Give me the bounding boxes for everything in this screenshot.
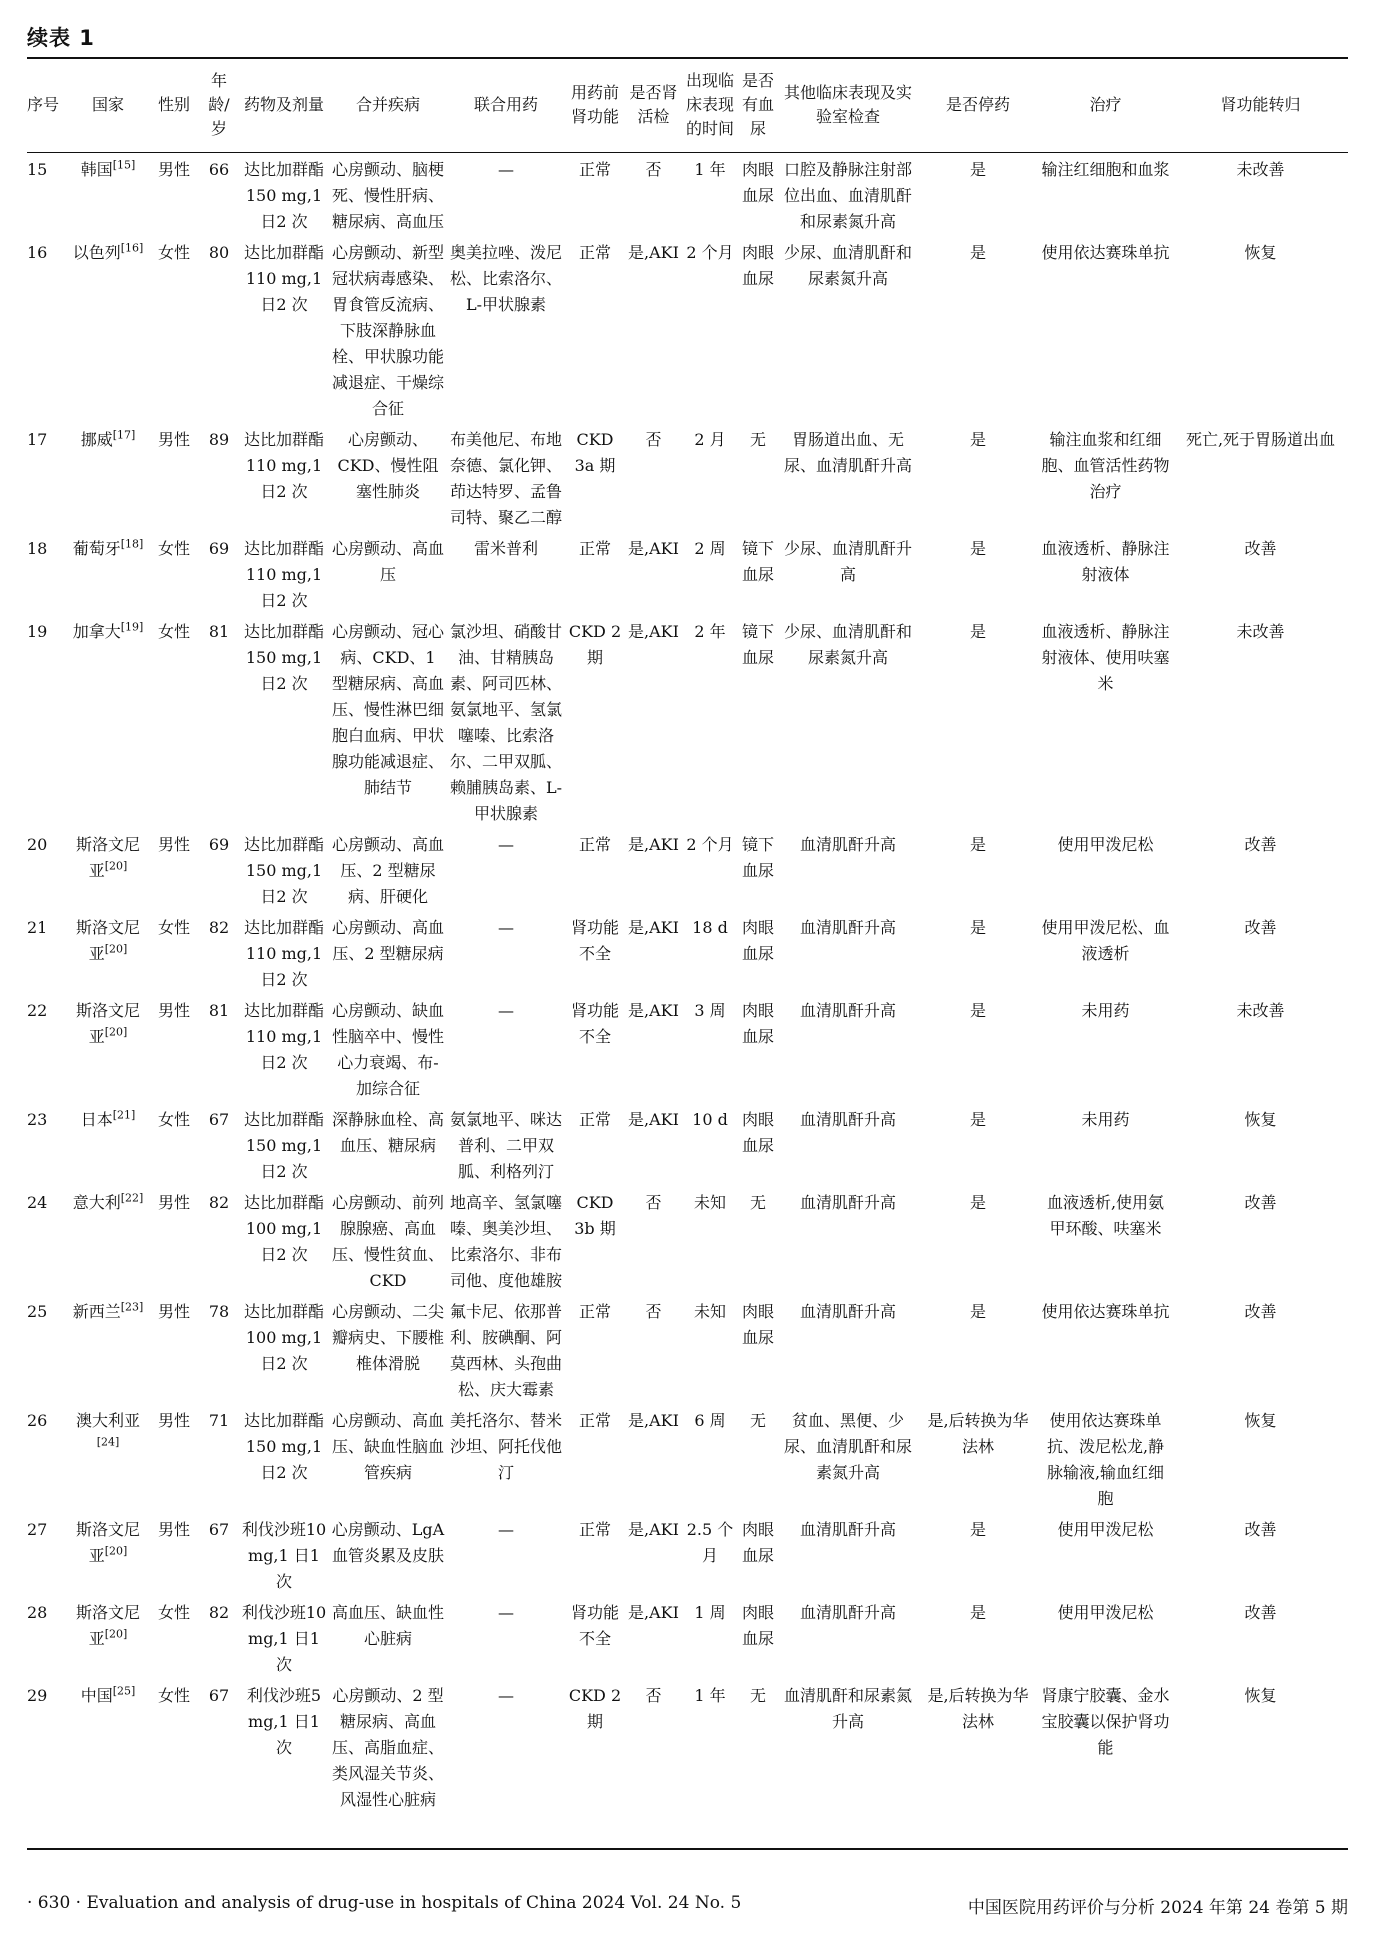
table-row <box>27 531 1348 614</box>
reference-citation: [22] <box>120 1191 144 1205</box>
cell-onset-time: 2 周 <box>694 539 726 558</box>
header-cell: 肾功能转归 <box>1220 95 1301 114</box>
cell-hematuria: 无 <box>749 1411 766 1430</box>
cell-comorbidity: 心房颤动、脑梗死、慢性肝病、糖尿病、高血压 <box>331 160 444 231</box>
cell-drug: 达比加群酯110 mg,1 日2 次 <box>243 243 324 314</box>
cell-combined-drugs: 地高辛、氢氯噻嗪、奥美沙坦、比索洛尔、非布司他、度他雄胺 <box>449 1193 562 1290</box>
cell-biopsy: 否 <box>645 430 662 449</box>
cell-renal-baseline: 正常 <box>578 1110 611 1129</box>
cell-drug: 达比加群酯150 mg,1 日2 次 <box>243 835 324 906</box>
cell-age: 81 <box>208 1001 230 1020</box>
cell-drug: 利伐沙班5 mg,1 日1 次 <box>246 1686 322 1757</box>
cell-combined-drugs: 奥美拉唑、泼尼松、比索洛尔、L-甲状腺素 <box>449 243 562 314</box>
cell-discontinued: 是 <box>969 243 986 262</box>
cell-seq: 24 <box>27 1193 48 1212</box>
cell-biopsy: 是,AKI <box>628 1603 679 1622</box>
cell-hematuria: 无 <box>749 430 766 449</box>
cell-onset-time: 10 d <box>692 1110 728 1129</box>
cell-renal-baseline: CKD 3b 期 <box>574 1193 616 1238</box>
cell-comorbidity: 心房颤动、二尖瓣病史、下腰椎椎体滑脱 <box>331 1302 444 1373</box>
cell-drug: 利伐沙班10 mg,1 日1 次 <box>241 1603 327 1674</box>
reference-citation: [18] <box>120 537 144 551</box>
cell-biopsy: 是,AKI <box>628 1411 679 1430</box>
cell-biopsy: 是,AKI <box>628 243 679 262</box>
cell-seq: 19 <box>27 622 48 641</box>
cell-hematuria: 肉眼血尿 <box>741 1001 774 1046</box>
cell-combined-drugs: — <box>498 160 514 179</box>
cell-onset-time: 未知 <box>693 1302 726 1321</box>
cell-discontinued: 是,后转换为华法林 <box>927 1411 1029 1456</box>
cell-combined-drugs: — <box>498 1001 514 1020</box>
cell-treatment: 使用依达赛珠单抗、泼尼松龙,静脉输液,输血红细胞 <box>1046 1411 1165 1508</box>
cell-drug: 达比加群酯150 mg,1 日2 次 <box>243 622 324 693</box>
cell-treatment: 输注血浆和红细胞、血管活性药物治疗 <box>1041 430 1170 501</box>
cell-renal-baseline: 正常 <box>578 539 611 558</box>
cell-discontinued: 是 <box>969 622 986 641</box>
cell-country <box>67 152 149 235</box>
cell-comorbidity: 深静脉血栓、高血压、糖尿病 <box>331 1110 444 1155</box>
table-row <box>27 235 1348 422</box>
cell-seq: 15 <box>27 160 48 179</box>
cell-comorbidity: 高血压、缺血性心脏病 <box>331 1603 444 1648</box>
country-name: 澳大利亚 <box>75 1411 140 1430</box>
cell-onset-time: 2 年 <box>694 622 726 641</box>
cell-onset-time: 1 年 <box>694 160 726 179</box>
cell-onset-time: 2 月 <box>694 430 726 449</box>
cell-sex: 男性 <box>157 835 190 854</box>
cell-biopsy: 是,AKI <box>628 835 679 854</box>
cell-treatment: 输注红细胞和血浆 <box>1041 160 1170 179</box>
country-name: 以色列 <box>72 243 121 262</box>
cell-hematuria: 肉眼血尿 <box>741 1110 774 1155</box>
country-name: 意大利 <box>72 1193 121 1212</box>
cell-age: 69 <box>208 539 230 558</box>
cell-renal-outcome: 未改善 <box>1236 160 1285 179</box>
cell-onset-time: 2 个月 <box>686 835 734 854</box>
cell-other-findings: 少尿、血清肌酐升高 <box>783 539 912 584</box>
cell-combined-drugs: 雷米普利 <box>473 539 538 558</box>
table-bottom-rule <box>27 1848 1348 1850</box>
country-name: 斯洛文尼亚 <box>75 1603 140 1648</box>
cell-comorbidity: 心房颤动、高血压 <box>331 539 444 584</box>
cell-drug: 达比加群酯150 mg,1 日2 次 <box>243 1411 324 1482</box>
cell-renal-outcome: 恢复 <box>1244 243 1277 262</box>
reference-citation: [20] <box>104 942 128 956</box>
header-cell: 出现临床表现的时间 <box>685 71 734 138</box>
cell-sex: 女性 <box>157 1110 190 1129</box>
cell-drug: 利伐沙班10 mg,1 日1 次 <box>241 1520 327 1591</box>
cell-treatment: 使用甲泼尼松 <box>1057 835 1154 854</box>
cell-renal-baseline: 肾功能不全 <box>570 1603 619 1648</box>
cell-age: 67 <box>208 1520 230 1539</box>
cell-discontinued: 是,后转换为华法林 <box>927 1686 1029 1731</box>
cell-combined-drugs: 氟卡尼、依那普利、胺碘酮、阿莫西林、头孢曲松、庆大霉素 <box>449 1302 562 1399</box>
reference-citation: [16] <box>120 241 144 255</box>
cell-other-findings: 胃肠道出血、无尿、血清肌酐升高 <box>783 430 912 475</box>
cell-renal-baseline: 正常 <box>578 1411 611 1430</box>
footer-journal-en: · 630 · Evaluation and analysis of drug-use in hospitals of China 2024 Vol. 24 No. 5 <box>27 1893 742 1913</box>
cell-renal-baseline: 肾功能不全 <box>570 918 619 963</box>
cell-country <box>67 1185 149 1294</box>
cell-combined-drugs: 美托洛尔、替米沙坦、阿托伐他汀 <box>449 1411 562 1482</box>
reference-citation: [21] <box>112 1108 136 1122</box>
cell-seq: 27 <box>27 1520 48 1539</box>
cell-other-findings: 血清肌酐升高 <box>799 1193 896 1212</box>
cell-treatment: 使用甲泼尼松 <box>1057 1520 1154 1539</box>
cell-country <box>67 1512 149 1595</box>
table-row <box>27 1294 1348 1403</box>
cell-age: 69 <box>208 835 230 854</box>
cell-comorbidity: 心房颤动、冠心病、CKD、1 型糖尿病、高血压、慢性淋巴细胞白血病、甲状腺功能减退症、肺结节 <box>331 622 444 797</box>
cell-renal-outcome: 改善 <box>1244 835 1277 854</box>
cell-onset-time: 2.5 个月 <box>686 1520 734 1565</box>
cell-age: 67 <box>208 1110 230 1129</box>
cell-treatment: 未用药 <box>1081 1110 1130 1129</box>
cell-seq: 22 <box>27 1001 48 1020</box>
table-row <box>27 1595 1348 1678</box>
cell-age: 81 <box>208 622 230 641</box>
cell-treatment: 使用甲泼尼松、血液透析 <box>1041 918 1170 963</box>
country-name: 斯洛文尼亚 <box>75 835 140 880</box>
cell-renal-baseline: 正常 <box>578 1520 611 1539</box>
cell-other-findings: 血清肌酐升高 <box>799 918 896 937</box>
table-row <box>27 827 1348 910</box>
cell-drug: 达比加群酯110 mg,1 日2 次 <box>243 430 324 501</box>
cell-age: 71 <box>208 1411 230 1430</box>
header-cell: 是否停药 <box>945 95 1010 114</box>
cell-treatment: 血液透析、静脉注射液体、使用呋塞米 <box>1041 622 1170 693</box>
cell-other-findings: 口腔及静脉注射部位出血、血清肌酐和尿素氮升高 <box>783 160 912 231</box>
cell-hematuria: 肉眼血尿 <box>741 1520 774 1565</box>
cell-country <box>67 910 149 993</box>
cell-combined-drugs: — <box>498 918 514 937</box>
header-cell: 是否肾活检 <box>629 83 678 126</box>
cell-renal-outcome: 恢复 <box>1244 1686 1277 1705</box>
table-body <box>27 152 1348 1813</box>
cell-other-findings: 少尿、血清肌酐和尿素氮升高 <box>783 243 912 288</box>
cell-biopsy: 是,AKI <box>628 539 679 558</box>
cell-sex: 男性 <box>157 1411 190 1430</box>
cell-drug: 达比加群酯110 mg,1 日2 次 <box>243 918 324 989</box>
cell-country <box>67 235 149 422</box>
cell-age: 67 <box>208 1686 230 1705</box>
cell-renal-outcome: 恢复 <box>1244 1411 1277 1430</box>
cell-renal-outcome: 死亡,死于胃肠道出血 <box>1185 430 1336 449</box>
country-name: 葡萄牙 <box>72 539 121 558</box>
reference-citation: [20] <box>104 859 128 873</box>
cell-treatment: 使用甲泼尼松 <box>1057 1603 1154 1622</box>
cell-discontinued: 是 <box>969 835 986 854</box>
header-cell: 合并疾病 <box>355 95 420 114</box>
cell-seq: 20 <box>27 835 48 854</box>
cell-renal-outcome: 改善 <box>1244 1302 1277 1321</box>
cell-hematuria: 无 <box>749 1686 766 1705</box>
cell-renal-outcome: 改善 <box>1244 918 1277 937</box>
country-name: 挪威 <box>80 430 113 449</box>
cell-age: 82 <box>208 918 230 937</box>
cell-comorbidity: 心房颤动、LgA 血管炎累及皮肤 <box>331 1520 445 1565</box>
cell-renal-outcome: 改善 <box>1244 1603 1277 1622</box>
table-row <box>27 1512 1348 1595</box>
cell-country <box>67 827 149 910</box>
cell-sex: 男性 <box>157 1001 190 1020</box>
cell-seq: 28 <box>27 1603 48 1622</box>
table-header-row <box>27 58 1348 152</box>
table-row <box>27 1678 1348 1813</box>
header-cell: 用药前肾功能 <box>570 83 619 126</box>
cell-other-findings: 血清肌酐升高 <box>799 1603 896 1622</box>
cell-country <box>67 531 149 614</box>
table-row <box>27 1403 1348 1512</box>
cell-hematuria: 肉眼血尿 <box>741 1302 774 1347</box>
cell-drug: 达比加群酯100 mg,1 日2 次 <box>243 1302 324 1373</box>
cell-biopsy: 是,AKI <box>628 622 679 641</box>
cell-discontinued: 是 <box>969 539 986 558</box>
cell-other-findings: 血清肌酐升高 <box>799 1302 896 1321</box>
cell-hematuria: 肉眼血尿 <box>741 160 774 205</box>
cell-renal-baseline: 正常 <box>578 1302 611 1321</box>
cell-treatment: 血液透析、静脉注射液体 <box>1041 539 1170 584</box>
cell-country <box>67 1403 149 1512</box>
cell-sex: 女性 <box>157 918 190 937</box>
cell-renal-outcome: 未改善 <box>1236 1001 1285 1020</box>
footer-journal-cn: 中国医院用药评价与分析 2024 年第 24 卷第 5 期 <box>967 1898 1348 1918</box>
cell-treatment: 使用依达赛珠单抗 <box>1041 243 1170 262</box>
cell-age: 89 <box>208 430 230 449</box>
country-name: 斯洛文尼亚 <box>75 918 140 963</box>
cell-sex: 女性 <box>157 622 190 641</box>
cell-renal-outcome: 改善 <box>1244 1520 1277 1539</box>
cell-other-findings: 血清肌酐升高 <box>799 835 896 854</box>
cell-other-findings: 血清肌酐升高 <box>799 1110 896 1129</box>
header-cell: 治疗 <box>1089 95 1122 114</box>
cell-onset-time: 3 周 <box>694 1001 726 1020</box>
cell-other-findings: 血清肌酐升高 <box>799 1001 896 1020</box>
cell-renal-baseline: 肾功能不全 <box>570 1001 619 1046</box>
cell-onset-time: 1 周 <box>694 1603 726 1622</box>
cell-comorbidity: 心房颤动、高血压、缺血性脑血管疾病 <box>331 1411 444 1482</box>
cell-renal-baseline: 正常 <box>578 160 611 179</box>
cell-biopsy: 否 <box>645 1686 662 1705</box>
cell-comorbidity: 心房颤动、CKD、慢性阻塞性肺炎 <box>337 430 439 501</box>
table-row <box>27 993 1348 1102</box>
cell-onset-time: 1 年 <box>694 1686 726 1705</box>
cell-sex: 男性 <box>157 160 190 179</box>
country-name: 日本 <box>80 1110 113 1129</box>
cell-seq: 18 <box>27 539 48 558</box>
cell-other-findings: 血清肌酐和尿素氮升高 <box>783 1686 912 1731</box>
cell-onset-time: 6 周 <box>694 1411 726 1430</box>
header-cell: 联合用药 <box>473 95 538 114</box>
table-row <box>27 614 1348 827</box>
cell-sex: 男性 <box>157 1520 190 1539</box>
cell-other-findings: 血清肌酐升高 <box>799 1520 896 1539</box>
country-name: 中国 <box>80 1686 113 1705</box>
cell-combined-drugs: 布美他尼、布地奈德、氯化钾、茚达特罗、孟鲁司特、聚乙二醇 <box>449 430 562 527</box>
table-row <box>27 152 1348 235</box>
cell-sex: 男性 <box>157 1302 190 1321</box>
cell-sex: 女性 <box>157 1603 190 1622</box>
cell-drug: 达比加群酯150 mg,1 日2 次 <box>243 160 324 231</box>
cell-discontinued: 是 <box>969 918 986 937</box>
cell-renal-baseline: 正常 <box>578 835 611 854</box>
cell-country <box>67 422 149 531</box>
cell-combined-drugs: — <box>498 1603 514 1622</box>
country-name: 加拿大 <box>72 622 121 641</box>
cell-age: 80 <box>208 243 230 262</box>
reference-citation: [23] <box>120 1300 144 1314</box>
reference-citation: [20] <box>104 1025 128 1039</box>
cell-discontinued: 是 <box>969 160 986 179</box>
header-cell: 其他临床表现及实验室检查 <box>783 83 912 126</box>
cell-combined-drugs: 氨氯地平、咪达普利、二甲双胍、利格列汀 <box>449 1110 562 1181</box>
cell-discontinued: 是 <box>969 1110 986 1129</box>
cell-biopsy: 是,AKI <box>628 1001 679 1020</box>
cell-treatment: 未用药 <box>1081 1001 1130 1020</box>
cell-hematuria: 镜下血尿 <box>741 835 774 880</box>
cell-biopsy: 是,AKI <box>628 1520 679 1539</box>
cell-onset-time: 未知 <box>693 1193 726 1212</box>
cell-hematuria: 镜下血尿 <box>741 539 774 584</box>
cell-comorbidity: 心房颤动、缺血性脑卒中、慢性心力衰竭、布-加综合征 <box>331 1001 444 1098</box>
country-name: 斯洛文尼亚 <box>75 1001 140 1046</box>
header-cell: 是否有血尿 <box>741 71 774 138</box>
cell-seq: 29 <box>27 1686 48 1705</box>
cell-discontinued: 是 <box>969 1193 986 1212</box>
cell-seq: 21 <box>27 918 48 937</box>
cell-sex: 女性 <box>157 539 190 558</box>
cell-sex: 男性 <box>157 430 190 449</box>
cell-combined-drugs: — <box>498 1520 514 1539</box>
cell-comorbidity: 心房颤动、高血压、2 型糖尿病 <box>331 918 444 963</box>
cell-drug: 达比加群酯110 mg,1 日2 次 <box>243 1001 324 1072</box>
cell-comorbidity: 心房颤动、前列腺腺癌、高血压、慢性贫血、CKD <box>331 1193 444 1290</box>
cell-biopsy: 否 <box>645 160 662 179</box>
cell-discontinued: 是 <box>969 430 986 449</box>
cell-seq: 23 <box>27 1110 48 1129</box>
cell-drug: 达比加群酯110 mg,1 日2 次 <box>243 539 324 610</box>
cell-onset-time: 18 d <box>692 918 728 937</box>
cell-hematuria: 肉眼血尿 <box>741 918 774 963</box>
cell-discontinued: 是 <box>969 1520 986 1539</box>
cell-hematuria: 肉眼血尿 <box>741 1603 774 1648</box>
country-name: 韩国 <box>80 160 113 179</box>
reference-citation: [15] <box>112 158 136 172</box>
cell-drug: 达比加群酯100 mg,1 日2 次 <box>243 1193 324 1264</box>
cell-age: 82 <box>208 1193 230 1212</box>
cell-country <box>67 1678 149 1813</box>
cell-onset-time: 2 个月 <box>686 243 734 262</box>
table-row <box>27 910 1348 993</box>
reference-citation: [20] <box>104 1627 128 1641</box>
header-cell: 序号 <box>27 95 60 114</box>
reference-citation: [24] <box>96 1435 120 1449</box>
cell-country <box>67 614 149 827</box>
cell-renal-baseline: CKD 3a 期 <box>574 430 616 475</box>
header-cell: 性别 <box>157 95 190 114</box>
cell-age: 78 <box>208 1302 230 1321</box>
cell-renal-outcome: 改善 <box>1244 1193 1277 1212</box>
header-cell: 年龄/岁 <box>208 71 230 138</box>
cell-treatment: 使用依达赛珠单抗 <box>1041 1302 1170 1321</box>
cell-other-findings: 贫血、黑便、少尿、血清肌酐和尿素氮升高 <box>783 1411 912 1482</box>
cell-renal-outcome: 恢复 <box>1244 1110 1277 1129</box>
cell-biopsy: 否 <box>645 1302 662 1321</box>
cell-hematuria: 镜下血尿 <box>741 622 774 667</box>
cell-hematuria: 无 <box>749 1193 766 1212</box>
cell-combined-drugs: — <box>498 1686 514 1705</box>
cell-age: 66 <box>208 160 230 179</box>
cell-treatment: 肾康宁胶囊、金水宝胶囊以保护肾功能 <box>1041 1686 1170 1757</box>
cell-biopsy: 是,AKI <box>628 1110 679 1129</box>
header-cell: 国家 <box>91 95 124 114</box>
cell-biopsy: 是,AKI <box>628 918 679 937</box>
cell-seq: 17 <box>27 430 48 449</box>
cell-renal-baseline: CKD 2 期 <box>568 622 622 667</box>
cell-renal-outcome: 未改善 <box>1236 622 1285 641</box>
cell-country <box>67 1595 149 1678</box>
table-row <box>27 1185 1348 1294</box>
header-cell: 药物及剂量 <box>243 95 324 114</box>
cell-country <box>67 1294 149 1403</box>
cell-treatment: 血液透析,使用氨甲环酸、呋塞米 <box>1046 1193 1165 1238</box>
cell-discontinued: 是 <box>969 1001 986 1020</box>
cell-seq: 25 <box>27 1302 48 1321</box>
reference-citation: [19] <box>120 620 144 634</box>
reference-citation: [17] <box>112 428 136 442</box>
cell-renal-baseline: CKD 2 期 <box>568 1686 622 1731</box>
table-caption: 续表 1 <box>27 26 95 50</box>
reference-citation: [25] <box>112 1684 136 1698</box>
cell-renal-outcome: 改善 <box>1244 539 1277 558</box>
cell-biopsy: 否 <box>645 1193 662 1212</box>
cell-renal-baseline: 正常 <box>578 243 611 262</box>
cell-sex: 女性 <box>157 243 190 262</box>
cell-combined-drugs: — <box>498 835 514 854</box>
reference-citation: [20] <box>104 1544 128 1558</box>
cell-country <box>67 993 149 1102</box>
cell-country <box>67 1102 149 1185</box>
cell-seq: 26 <box>27 1411 48 1430</box>
cell-comorbidity: 心房颤动、高血压、2 型糖尿病、肝硬化 <box>331 835 444 906</box>
cell-combined-drugs: 氯沙坦、硝酸甘油、甘精胰岛素、阿司匹林、氨氯地平、氢氯噻嗪、比索洛尔、二甲双胍、赖脯胰岛素、L-甲状腺素 <box>449 622 563 823</box>
cell-sex: 男性 <box>157 1193 190 1212</box>
cell-comorbidity: 心房颤动、新型冠状病毒感染、胃食管反流病、下肢深静脉血栓、甲状腺功能减退症、干燥综合征 <box>331 243 444 418</box>
country-name: 斯洛文尼亚 <box>75 1520 140 1565</box>
table-row <box>27 422 1348 531</box>
cell-discontinued: 是 <box>969 1603 986 1622</box>
case-table <box>27 58 1348 1813</box>
cell-seq: 16 <box>27 243 48 262</box>
cell-hematuria: 肉眼血尿 <box>741 243 774 288</box>
cell-discontinued: 是 <box>969 1302 986 1321</box>
cell-drug: 达比加群酯150 mg,1 日2 次 <box>243 1110 324 1181</box>
cell-age: 82 <box>208 1603 230 1622</box>
country-name: 新西兰 <box>72 1302 121 1321</box>
cell-other-findings: 少尿、血清肌酐和尿素氮升高 <box>783 622 912 667</box>
table-row <box>27 1102 1348 1185</box>
cell-sex: 女性 <box>157 1686 190 1705</box>
cell-comorbidity: 心房颤动、2 型糖尿病、高血压、高脂血症、类风湿关节炎、风湿性心脏病 <box>331 1686 444 1809</box>
